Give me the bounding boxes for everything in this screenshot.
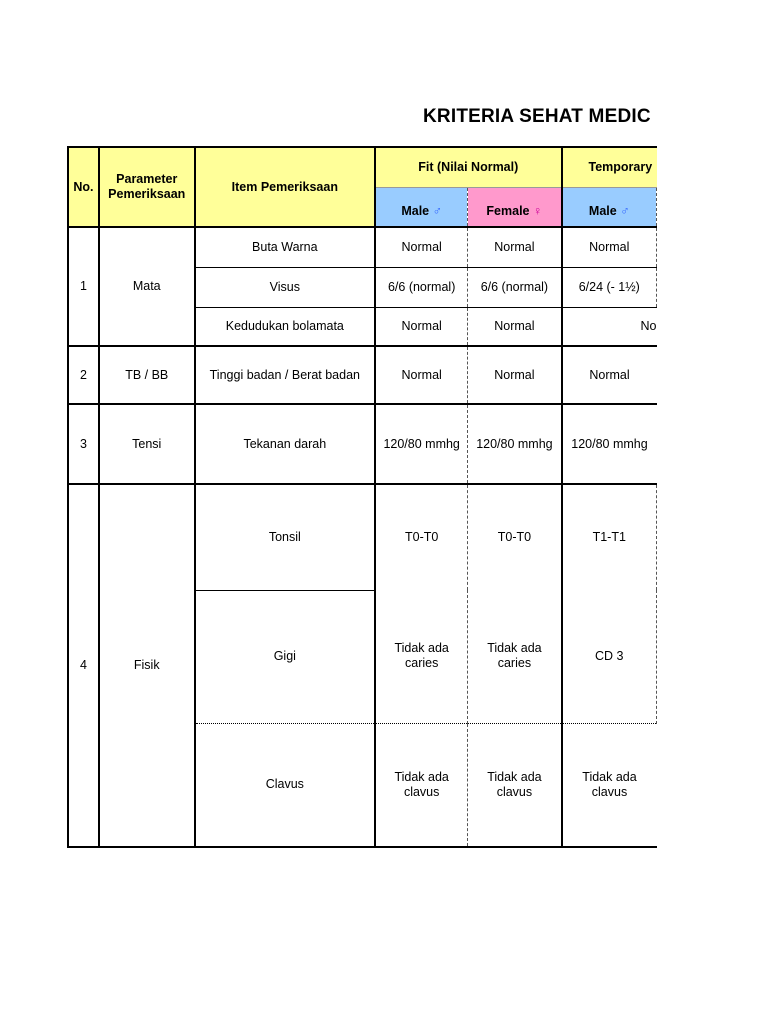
female-symbol-icon: ♀ [533, 204, 543, 219]
table-row [68, 227, 657, 267]
cell-fit-male: 6/6 (normal) [375, 267, 468, 307]
cell-temp-male: 6/24 (- 1½) [562, 267, 657, 307]
cell-fit-male: 120/80 mmhg [375, 404, 468, 484]
cell-fit-female: Normal [468, 307, 562, 346]
cell-fit-female: Normal [468, 227, 562, 267]
cell-fit-female: 6/6 (normal) [468, 267, 562, 307]
cell-temp-male: 120/80 mmhg [562, 404, 657, 484]
male-label: Male [401, 204, 430, 219]
table-row [68, 484, 657, 590]
row-item: Clavus [195, 723, 375, 847]
criteria-table [67, 146, 657, 848]
cell-temp-male: Normal [562, 346, 657, 404]
cell-fit-female: Normal [468, 346, 562, 404]
cell-temp-male: CD 3 [562, 590, 657, 723]
row-item: Buta Warna [195, 227, 375, 267]
cell-fit-female: T0-T0 [468, 484, 562, 590]
cell-fit-male: Tidak ada clavus [375, 723, 468, 847]
row-item: Tekanan darah [195, 404, 375, 484]
cell-fit-male: Tidak ada caries [375, 590, 468, 723]
row-no: 1 [68, 227, 99, 346]
row-item: Gigi [195, 590, 375, 723]
row-item: Kedudukan bolamata [195, 307, 375, 346]
header-item: Item Pemeriksaan [195, 147, 375, 227]
row-item: Tinggi badan / Berat badan [195, 346, 375, 404]
row-parameter: Mata [99, 227, 195, 346]
cell-temp-male: No [562, 307, 657, 346]
cell-fit-female: 120/80 mmhg [468, 404, 562, 484]
cell-fit-male: T0-T0 [375, 484, 468, 590]
table-row [68, 346, 657, 404]
cell-temp-male: T1-T1 [562, 484, 657, 590]
cell-fit-male: Normal [375, 227, 468, 267]
cell-temp-male: Normal [562, 227, 657, 267]
cell-temp-male: Tidak ada clavus [562, 723, 657, 847]
header-fit-group: Fit (Nilai Normal) [375, 147, 561, 187]
row-item: Tonsil [195, 484, 375, 590]
female-label: Female [486, 204, 530, 219]
row-parameter: Tensi [99, 404, 195, 484]
male-symbol-icon: ♂ [432, 204, 442, 219]
row-no: 3 [68, 404, 99, 484]
row-no: 4 [68, 484, 99, 847]
header-no: No. [68, 147, 99, 227]
row-parameter: Fisik [99, 484, 195, 847]
header-parameter: Parameter Pemeriksaan [99, 147, 195, 227]
cell-fit-female: Tidak ada caries [468, 590, 562, 723]
header-row-groups [68, 147, 657, 187]
header-fit-female [468, 187, 562, 227]
cell-fit-male: Normal [375, 346, 468, 404]
row-item: Visus [195, 267, 375, 307]
page-title: KRITERIA SEHAT MEDIC [423, 106, 651, 127]
male-symbol-icon: ♂ [620, 204, 630, 219]
male-label: Male [588, 204, 617, 219]
header-temp-male [562, 187, 657, 227]
row-parameter: TB / BB [99, 346, 195, 404]
row-no: 2 [68, 346, 99, 404]
header-temporary-group: Temporary [562, 147, 657, 187]
table-row [68, 404, 657, 484]
cell-fit-female: Tidak ada clavus [468, 723, 562, 847]
cell-fit-male: Normal [375, 307, 468, 346]
header-fit-male [375, 187, 468, 227]
